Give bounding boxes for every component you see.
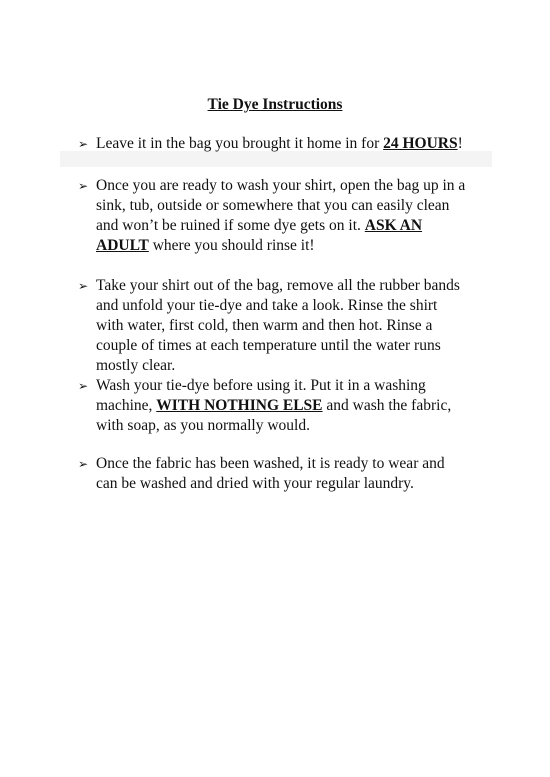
instruction-item-bag (78, 134, 498, 154)
arrow-bullet-icon: ➢ (78, 279, 89, 293)
instruction-item-open-bag (78, 176, 498, 256)
instruction-text: Take your shirt out of the bag, remove all the rubber bands and unfold your tie-dye and take a look. Rinse the shirt with water, first cold, then warm and then hot. Rinse a couple of times at each temperature until the water runs mostly clear. (96, 277, 460, 374)
arrow-bullet-icon: ➢ (78, 457, 89, 471)
emphasis-with-nothing-else: WITH NOTHING ELSE (156, 397, 323, 414)
instruction-item-wash (78, 376, 498, 436)
page-title: Tie Dye Instructions (207, 96, 343, 113)
arrow-bullet-icon: ➢ (78, 137, 89, 151)
emphasis-adult: ADULT (96, 237, 149, 254)
instruction-text: Once you are ready to wash your shirt, open the bag up in a sink, tub, outside or somewhere that you can easily clean and won’t be ruined if some dye gets on it. ASK AN ADULT where you should rinse it! (96, 177, 466, 254)
arrow-bullet-icon: ➢ (78, 179, 89, 193)
instruction-item-rinse (78, 276, 498, 376)
instruction-item-ready (78, 454, 498, 494)
emphasis-ask-an: ASK AN (364, 217, 423, 234)
arrow-bullet-icon: ➢ (78, 379, 89, 393)
instruction-text: Wash your tie-dye before using it. Put it in a washing machine, WITH NOTHING ELSE and wash the fabric, with soap, as you normally would. (96, 377, 452, 434)
instruction-text: Once the fabric has been washed, it is ready to wear and can be washed and dried with your regular laundry. (96, 455, 445, 492)
instruction-text: Leave it in the bag you brought it home in for 24 HOURS! (96, 135, 463, 152)
emphasis-24-hours: 24 HOURS (383, 135, 458, 152)
